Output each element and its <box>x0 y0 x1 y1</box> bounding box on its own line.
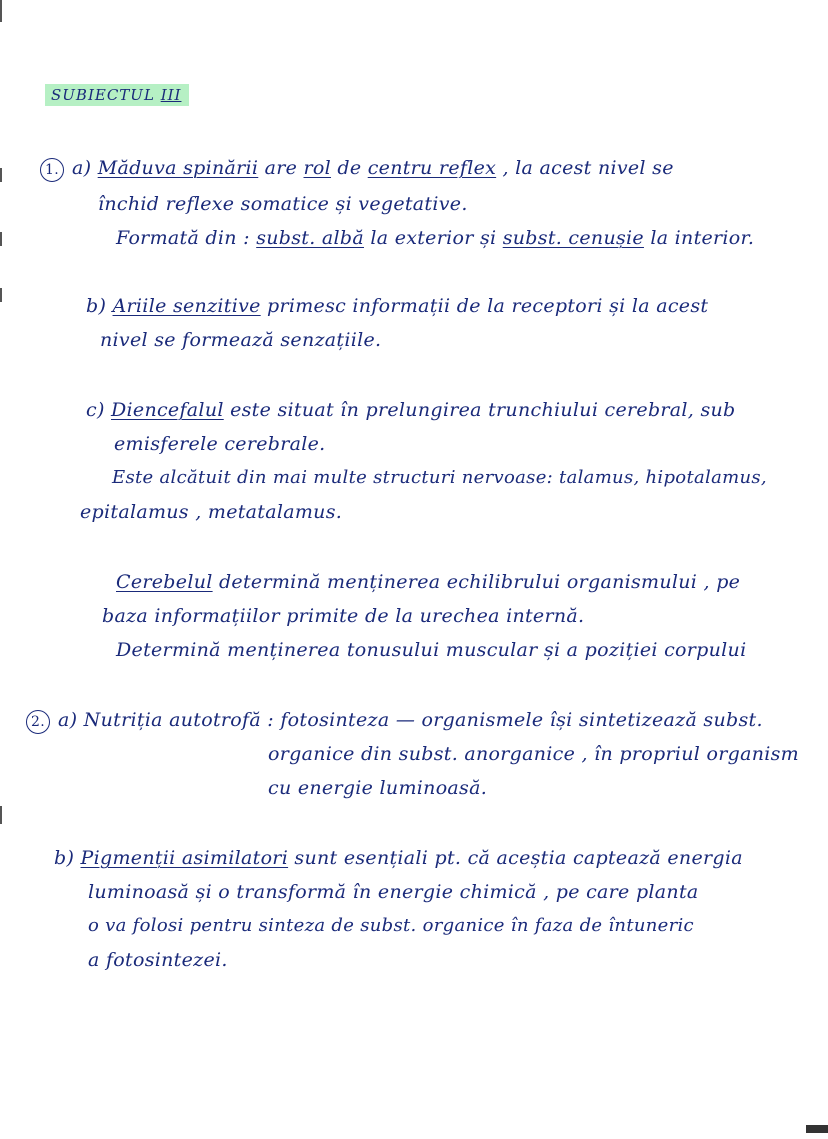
q2-a-text: a) Nutriția autotrofă : fotosinteza — organismele își sintetizează subst. <box>58 709 763 731</box>
q1-b-text: primesc informații de la receptori și la acest <box>267 295 709 317</box>
section-title-prefix: SUBIECTUL <box>51 86 155 104</box>
q1-c-line-2: emisferele cerebrale. <box>114 433 326 455</box>
q1-a-text: are <box>264 157 298 179</box>
q2-a-line-2: organice din subst. anorganice , în propriul organism <box>268 743 799 765</box>
q2-b-term: Pigmenții asimilatori <box>80 847 289 869</box>
q1-a-term: Măduva spinării <box>97 157 259 179</box>
margin-mark <box>0 168 2 182</box>
q1-a-term4: subst. albă <box>256 227 364 249</box>
section-title-roman: III <box>160 86 182 104</box>
q1-a-term3: centru reflex <box>367 157 497 179</box>
q1-b-label: b) <box>86 295 107 317</box>
margin-mark <box>0 0 2 22</box>
q1-c-label: c) <box>86 399 105 421</box>
q1-c-term: Diencefalul <box>111 399 224 421</box>
q1-a-text3: , la acest nivel se <box>502 157 674 179</box>
q1-a-line-3 <box>116 226 754 250</box>
q1-c-line-1 <box>86 398 736 422</box>
margin-mark <box>0 806 2 824</box>
q1-a-line-2: închid reflexe somatice și vegetative. <box>98 193 468 215</box>
q2-a-line-1 <box>26 708 763 734</box>
q1-b-line-2: nivel se formează senzațiile. <box>100 329 382 351</box>
q1-a-text2: de <box>337 157 362 179</box>
margin-mark <box>0 232 2 246</box>
q1-b-term: Ariile senzitive <box>112 295 261 317</box>
q1-a-label: a) <box>72 157 92 179</box>
q1-c-text: este situat în prelungirea trunchiului cerebral, sub <box>230 399 736 421</box>
q1-d-text: determină menținerea echilibrului organismului , pe <box>218 571 741 593</box>
q2-b-line-4: a fotosintezei. <box>88 949 228 971</box>
q1-number: 1. <box>40 158 64 182</box>
q1-d-line-1 <box>116 570 740 594</box>
section-title <box>45 84 189 106</box>
q2-a-line-3: cu energie luminoasă. <box>268 777 488 799</box>
q1-c-line-4: epitalamus , metatalamus. <box>80 501 343 523</box>
corner-mark <box>806 1125 828 1133</box>
q1-d-term: Cerebelul <box>116 571 213 593</box>
q1-a-line-1 <box>40 156 674 182</box>
q1-a-text4: Formată din : <box>116 227 250 249</box>
q2-b-label: b) <box>54 847 75 869</box>
q1-d-line-2: baza informațiilor primite de la urechea internă. <box>102 605 585 627</box>
q2-b-text: sunt esențiali pt. că aceștia captează energia <box>294 847 743 869</box>
q1-a-text6: la interior. <box>650 227 755 249</box>
q1-b-line-1 <box>86 294 708 318</box>
q2-b-line-1 <box>54 846 743 870</box>
q1-c-line-3: Este alcătuit din mai multe structuri nervoase: talamus, hipotalamus, <box>112 467 767 488</box>
q1-a-term2: rol <box>303 157 332 179</box>
q2-number: 2. <box>26 710 50 734</box>
q1-a-text5: la exterior și <box>370 227 497 249</box>
q2-b-line-3: o va folosi pentru sinteza de subst. organice în faza de întuneric <box>88 915 694 936</box>
q1-d-line-3: Determină menținerea tonusului muscular și a poziției corpului <box>116 639 747 661</box>
margin-mark <box>0 288 2 302</box>
q2-b-line-2: luminoasă și o transformă în energie chimică , pe care planta <box>88 881 699 903</box>
q1-a-term5: subst. cenușie <box>502 227 644 249</box>
